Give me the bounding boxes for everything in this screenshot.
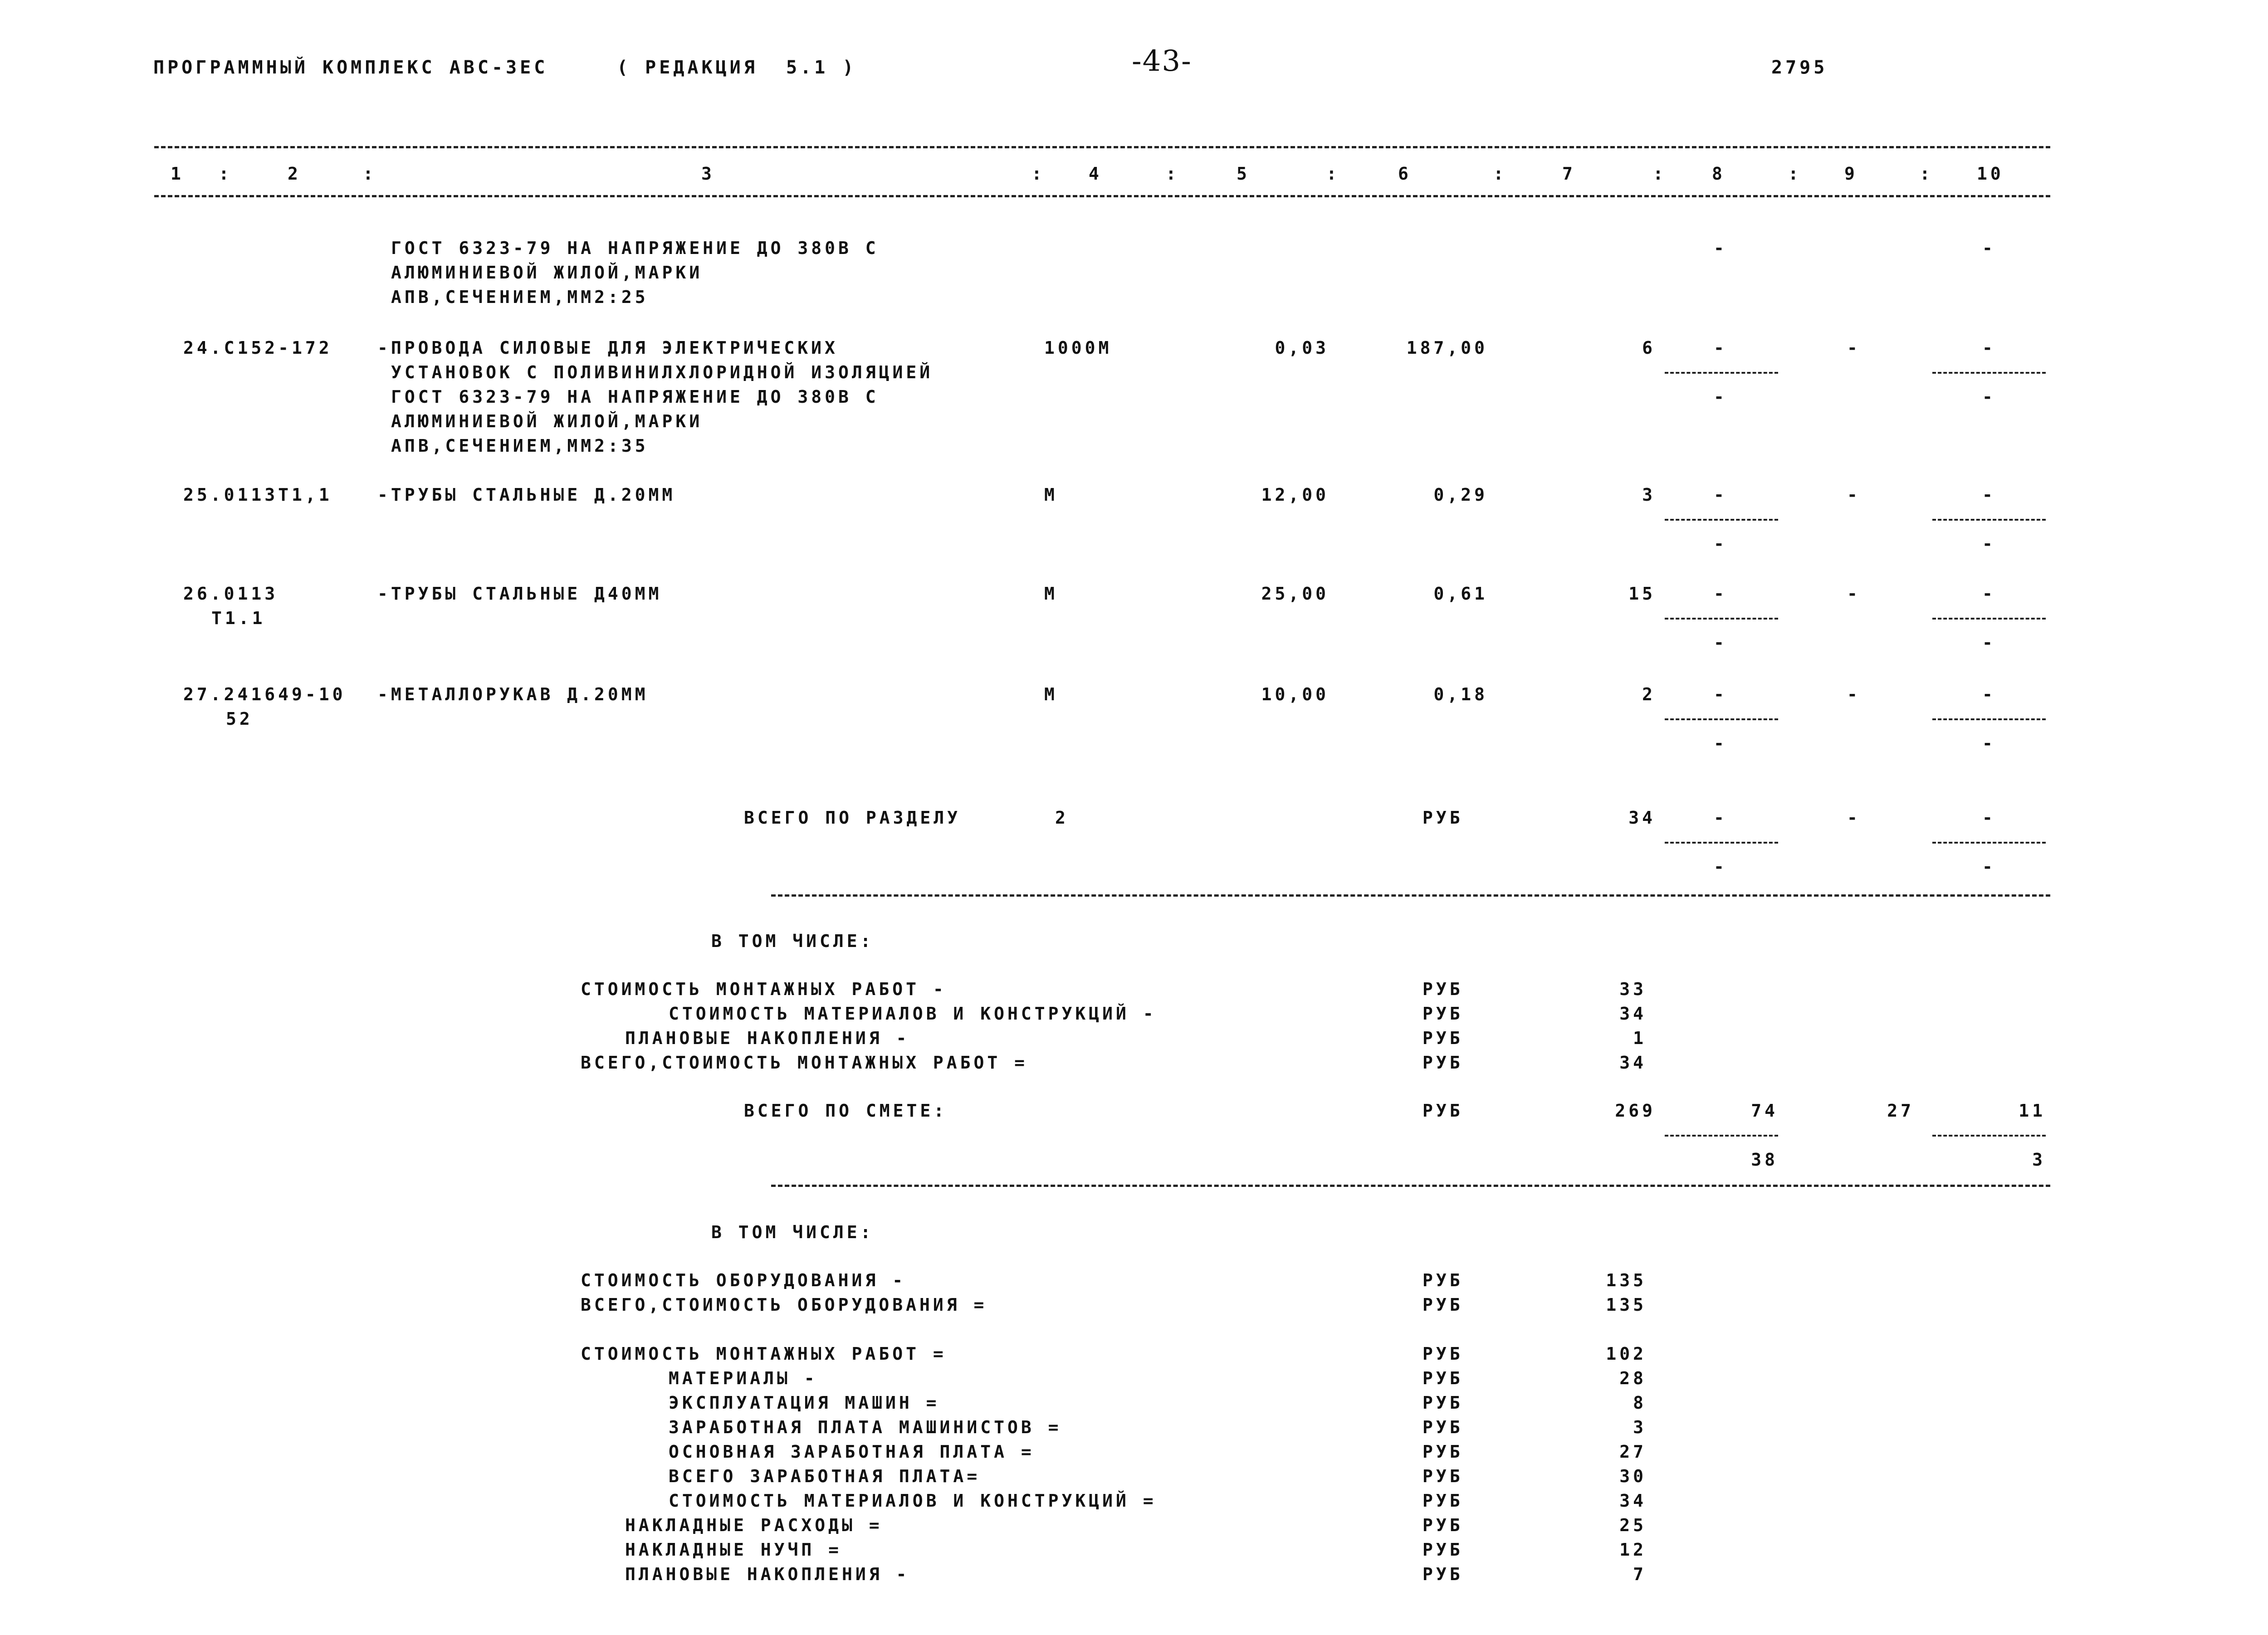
item-total: 6 [1642, 338, 1656, 358]
summary-unit: РУБ [1422, 1004, 1463, 1024]
item-unit: М [1044, 584, 1058, 604]
fraction-rule [1665, 1135, 1778, 1137]
summary-value: 30 [1619, 1466, 1647, 1486]
summary-value: 34 [1619, 1004, 1647, 1024]
column-10-value: - [1982, 534, 1996, 554]
item-unit: М [1044, 684, 1058, 704]
summary-value: 1 [1633, 1028, 1647, 1048]
summary-label: ПЛАНОВЫЕ НАКОПЛЕНИЯ - [625, 1564, 910, 1584]
fraction-rule [1665, 372, 1778, 374]
estimate-total-value: 269 [1615, 1101, 1656, 1121]
fraction-rule [1665, 842, 1778, 844]
column-separator: : [1326, 164, 1340, 184]
summary-label: МАТЕРИАЛЫ - [669, 1368, 818, 1388]
summary-label: СТОИМОСТЬ МОНТАЖНЫХ РАБОТ = [581, 1344, 947, 1364]
header-bottom-rule [154, 195, 2050, 197]
summary-unit: РУБ [1422, 1466, 1463, 1486]
summary-value: 27 [1619, 1442, 1647, 1462]
section-total-unit: РУБ [1422, 808, 1463, 828]
item-unit-price: 187,00 [1406, 338, 1488, 358]
column-number-8: 8 [1712, 164, 1725, 184]
column-8-value: 38 [1751, 1150, 1778, 1170]
column-10-value: - [1982, 857, 1996, 877]
item-unit: 1000М [1044, 338, 1112, 358]
column-separator: : [219, 164, 232, 184]
including-title: В ТОМ ЧИСЛЕ: [711, 1222, 874, 1242]
summary-label: СТОИМОСТЬ ОБОРУДОВАНИЯ - [581, 1270, 906, 1290]
document-code: 2795 [1771, 57, 1828, 78]
summary-value: 12 [1619, 1540, 1647, 1560]
column-separator: : [1493, 164, 1507, 184]
summary-unit: РУБ [1422, 1028, 1463, 1048]
item-code-continuation: Т1.1 [211, 608, 266, 628]
item-unit-price: 0,29 [1433, 485, 1488, 505]
column-9-value: - [1847, 684, 1861, 704]
item-total: 2 [1642, 684, 1656, 704]
summary-label: ЭКСПЛУАТАЦИЯ МАШИН = [669, 1393, 940, 1413]
item-description-line: ГОСТ 6323-79 НА НАПРЯЖЕНИЕ ДО 380В С [391, 387, 879, 407]
section-total-label: ВСЕГО ПО РАЗДЕЛУ [744, 808, 961, 828]
summary-value: 33 [1619, 979, 1647, 999]
fraction-rule [1665, 718, 1778, 720]
column-8-value: - [1714, 684, 1727, 704]
column-separator: : [1031, 164, 1045, 184]
column-10-value: - [1982, 238, 1996, 258]
summary-unit: РУБ [1422, 1442, 1463, 1462]
column-9-value: 27 [1887, 1101, 1914, 1121]
summary-unit: РУБ [1422, 1515, 1463, 1535]
estimate-rule [771, 1185, 2050, 1187]
summary-label: НАКЛАДНЫЕ РАСХОДЫ = [625, 1515, 883, 1535]
column-separator: : [363, 164, 376, 184]
column-8-value: - [1714, 338, 1727, 358]
column-10-value: - [1982, 485, 1996, 505]
column-9-value: - [1847, 808, 1861, 828]
column-separator: : [1653, 164, 1667, 184]
column-8-value: - [1714, 485, 1727, 505]
summary-value: 28 [1619, 1368, 1647, 1388]
summary-unit: РУБ [1422, 979, 1463, 999]
summary-unit: РУБ [1422, 1564, 1463, 1584]
item-description-line: -ТРУБЫ СТАЛЬНЫЕ Д.20ММ [377, 485, 676, 505]
column-10-value: - [1982, 633, 1996, 653]
item-description-line: -МЕТАЛЛОРУКАВ Д.20ММ [377, 684, 649, 704]
column-number-7: 7 [1562, 164, 1576, 184]
item-code: 24.С152-172 [183, 338, 332, 358]
column-8-value: - [1714, 808, 1727, 828]
column-10-value: - [1982, 808, 1996, 828]
summary-unit: РУБ [1422, 1344, 1463, 1364]
program-title: ПРОГРАММНЫЙ КОМПЛЕКС АВС-3ЕС [153, 57, 548, 78]
item-quantity: 12,00 [1261, 485, 1329, 505]
item-description-line: ГОСТ 6323-79 НА НАПРЯЖЕНИЕ ДО 380В С [391, 238, 879, 258]
item-description-line: АЛЮМИНИЕВОЙ ЖИЛОЙ,МАРКИ [391, 411, 703, 431]
summary-label: СТОИМОСТЬ МАТЕРИАЛОВ И КОНСТРУКЦИЙ = [669, 1491, 1157, 1511]
column-number-2: 2 [288, 164, 301, 184]
column-8-value: - [1714, 584, 1727, 604]
item-code: 27.241649-10 [183, 684, 346, 704]
column-separator: : [1788, 164, 1802, 184]
fraction-rule [1932, 718, 2046, 720]
summary-label: СТОИМОСТЬ МОНТАЖНЫХ РАБОТ - [581, 979, 947, 999]
item-description-line: АЛЮМИНИЕВОЙ ЖИЛОЙ,МАРКИ [391, 263, 703, 283]
item-unit-price: 0,61 [1433, 584, 1488, 604]
summary-value: 135 [1606, 1270, 1647, 1290]
item-quantity: 25,00 [1261, 584, 1329, 604]
column-8-value: - [1714, 534, 1727, 554]
item-description-line: -ПРОВОДА СИЛОВЫЕ ДЛЯ ЭЛЕКТРИЧЕСКИХ [377, 338, 838, 358]
summary-unit: РУБ [1422, 1053, 1463, 1073]
column-10-value: - [1982, 684, 1996, 704]
item-code-continuation: 52 [226, 709, 253, 729]
summary-value: 7 [1633, 1564, 1647, 1584]
column-8-value: - [1714, 633, 1727, 653]
header-top-rule [154, 146, 2050, 148]
column-10-value: 11 [2019, 1101, 2046, 1121]
item-unit-price: 0,18 [1433, 684, 1488, 704]
column-10-value: - [1982, 338, 1996, 358]
summary-unit: РУБ [1422, 1417, 1463, 1437]
column-number-4: 4 [1089, 164, 1102, 184]
column-10-value: - [1982, 387, 1996, 407]
column-10-value: 3 [2032, 1150, 2046, 1170]
fraction-rule [1932, 372, 2046, 374]
column-separator: : [1920, 164, 1933, 184]
section-rule [771, 894, 2050, 897]
summary-value: 135 [1606, 1295, 1647, 1315]
summary-value: 102 [1606, 1344, 1647, 1364]
column-number-3: 3 [701, 164, 715, 184]
column-9-value: - [1847, 584, 1861, 604]
including-title: В ТОМ ЧИСЛЕ: [711, 931, 874, 951]
column-10-value: - [1982, 733, 1996, 753]
estimate-total-unit: РУБ [1422, 1101, 1463, 1121]
item-description-line: -ТРУБЫ СТАЛЬНЫЕ Д40ММ [377, 584, 662, 604]
page-number: -43- [1132, 44, 1192, 78]
summary-value: 25 [1619, 1515, 1647, 1535]
column-10-value: - [1982, 584, 1996, 604]
item-quantity: 0,03 [1275, 338, 1329, 358]
section-total-value: 34 [1628, 808, 1656, 828]
summary-label: СТОИМОСТЬ МАТЕРИАЛОВ И КОНСТРУКЦИЙ - [669, 1004, 1157, 1024]
fraction-rule [1932, 618, 2046, 620]
fraction-rule [1665, 519, 1778, 521]
column-8-value: - [1714, 733, 1727, 753]
item-total: 3 [1642, 485, 1656, 505]
column-number-5: 5 [1237, 164, 1250, 184]
column-9-value: - [1847, 338, 1861, 358]
summary-label: ВСЕГО ЗАРАБОТНАЯ ПЛАТА= [669, 1466, 981, 1486]
column-number-9: 9 [1844, 164, 1858, 184]
column-8-value: 74 [1751, 1101, 1778, 1121]
summary-unit: РУБ [1422, 1368, 1463, 1388]
summary-label: ОСНОВНАЯ ЗАРАБОТНАЯ ПЛАТА = [669, 1442, 1035, 1462]
summary-label: НАКЛАДНЫЕ НУЧП = [625, 1540, 842, 1560]
column-8-value: - [1714, 857, 1727, 877]
summary-label: ПЛАНОВЫЕ НАКОПЛЕНИЯ - [625, 1028, 910, 1048]
column-separator: : [1166, 164, 1179, 184]
summary-unit: РУБ [1422, 1491, 1463, 1511]
item-description-line: УСТАНОВОК С ПОЛИВИНИЛХЛОРИДНОЙ ИЗОЛЯЦИЕЙ [391, 362, 934, 382]
summary-value: 34 [1619, 1491, 1647, 1511]
column-number-6: 6 [1398, 164, 1412, 184]
summary-label: ВСЕГО,СТОИМОСТЬ ОБОРУДОВАНИЯ = [581, 1295, 987, 1315]
summary-unit: РУБ [1422, 1270, 1463, 1290]
estimate-total-label: ВСЕГО ПО СМЕТЕ: [744, 1101, 948, 1121]
item-quantity: 10,00 [1261, 684, 1329, 704]
item-code: 26.0113 [183, 584, 279, 604]
summary-unit: РУБ [1422, 1393, 1463, 1413]
edition-label: ( РЕДАКЦИЯ 5.1 ) [617, 57, 857, 78]
item-unit: М [1044, 485, 1058, 505]
summary-value: 3 [1633, 1417, 1647, 1437]
column-number-1: 1 [171, 164, 184, 184]
column-number-10: 10 [1977, 164, 2004, 184]
item-description-line: АПВ,СЕЧЕНИЕМ,ММ2:35 [391, 436, 649, 456]
section-number: 2 [1055, 808, 1069, 828]
column-8-value: - [1714, 387, 1727, 407]
fraction-rule [1932, 1135, 2046, 1137]
summary-unit: РУБ [1422, 1540, 1463, 1560]
fraction-rule [1932, 842, 2046, 844]
summary-label: ЗАРАБОТНАЯ ПЛАТА МАШИНИСТОВ = [669, 1417, 1062, 1437]
column-8-value: - [1714, 238, 1727, 258]
summary-value: 8 [1633, 1393, 1647, 1413]
summary-unit: РУБ [1422, 1295, 1463, 1315]
column-9-value: - [1847, 485, 1861, 505]
item-total: 15 [1628, 584, 1656, 604]
summary-value: 34 [1619, 1053, 1647, 1073]
fraction-rule [1665, 618, 1778, 620]
fraction-rule [1932, 519, 2046, 521]
item-code: 25.011ЗТ1,1 [183, 485, 332, 505]
summary-label: ВСЕГО,СТОИМОСТЬ МОНТАЖНЫХ РАБОТ = [581, 1053, 1028, 1073]
item-description-line: АПВ,СЕЧЕНИЕМ,ММ2:25 [391, 287, 649, 307]
